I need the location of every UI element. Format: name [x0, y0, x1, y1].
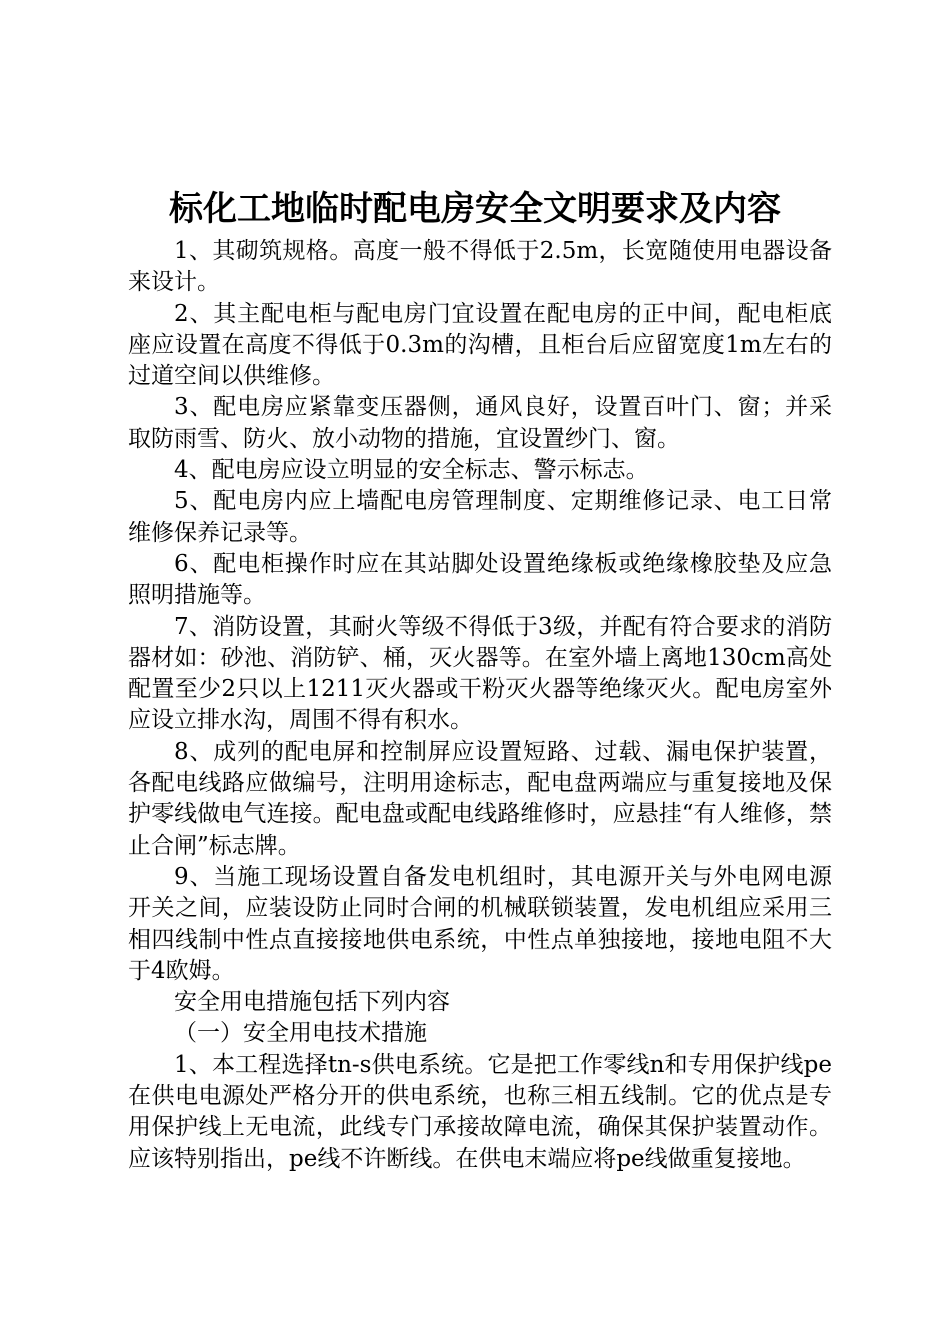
paragraph-6: 6、配电柜操作时应在其站脚处设置绝缘板或绝缘橡胶垫及应急照明措施等。	[128, 550, 832, 609]
paragraph-2: 2、其主配电柜与配电房门宜设置在配电房的正中间，配电柜底座应设置在高度不得低于0.3m的沟槽，且柜台后应留宽度1m左右的过道空间以供维修。	[128, 300, 832, 390]
paragraph-8: 8、成列的配电屏和控制屏应设置短路、过载、漏电保护装置，各配电线路应做编号，注明用途标志，配电盘两端应与重复接地及保护零线做电气连接。配电盘或配电线路维修时，应悬挂“有人维修，禁止合闸”标志牌。	[128, 738, 832, 859]
document-body	[128, 236, 832, 1175]
paragraph-4: 4、配电房应设立明显的安全标志、警示标志。	[174, 457, 649, 484]
paragraph-3: 3、配电房应紧靠变压器侧，通风良好，设置百叶门、窗；并采取防雨雪、防火、放小动物的措施，宜设置纱门、窗。	[128, 394, 832, 452]
paragraph-tn-s: 1、本工程选择tn-s供电系统。它是把工作零线n和专用保护线pe在供电电源处严格分开的供电系统，也称三相五线制。它的优点是专用保护线上无电流，此线专门承接故障电流，确保其保护装置动作。应该特别指出，pe线不许断线。在供电末端应将pe线做重复接地。	[128, 1051, 832, 1172]
section-heading: （一）安全用电技术措施	[174, 1020, 427, 1047]
document-title: 标化工地临时配电房安全文明要求及内容	[169, 189, 781, 229]
paragraph-1: 1、其砌筑规格。高度一般不得低于2.5m，长宽随使用电器设备来设计。	[128, 238, 832, 296]
paragraph-7: 7、消防设置，其耐火等级不得低于3级，并配有符合要求的消防器材如：砂池、消防铲、桶，灭火器等。在室外墙上离地130cm高处配置至少2只以上1211灭火器或干粉灭火器等绝缘灭火。配电房室外应设立排水沟，周围不得有积水。	[128, 613, 832, 734]
paragraph-5: 5、配电房内应上墙配电房管理制度、定期维修记录、电工日常维修保养记录等。	[128, 488, 832, 546]
section-intro: 安全用电措施包括下列内容	[174, 989, 450, 1016]
paragraph-9: 9、当施工现场设置自备发电机组时，其电源开关与外电网电源开关之间，应装设防止同时合闸的机械联锁装置，发电机组应采用三相四线制中性点直接接地供电系统，中性点单独接地，接地电阻不大于4欧姆。	[128, 863, 832, 984]
